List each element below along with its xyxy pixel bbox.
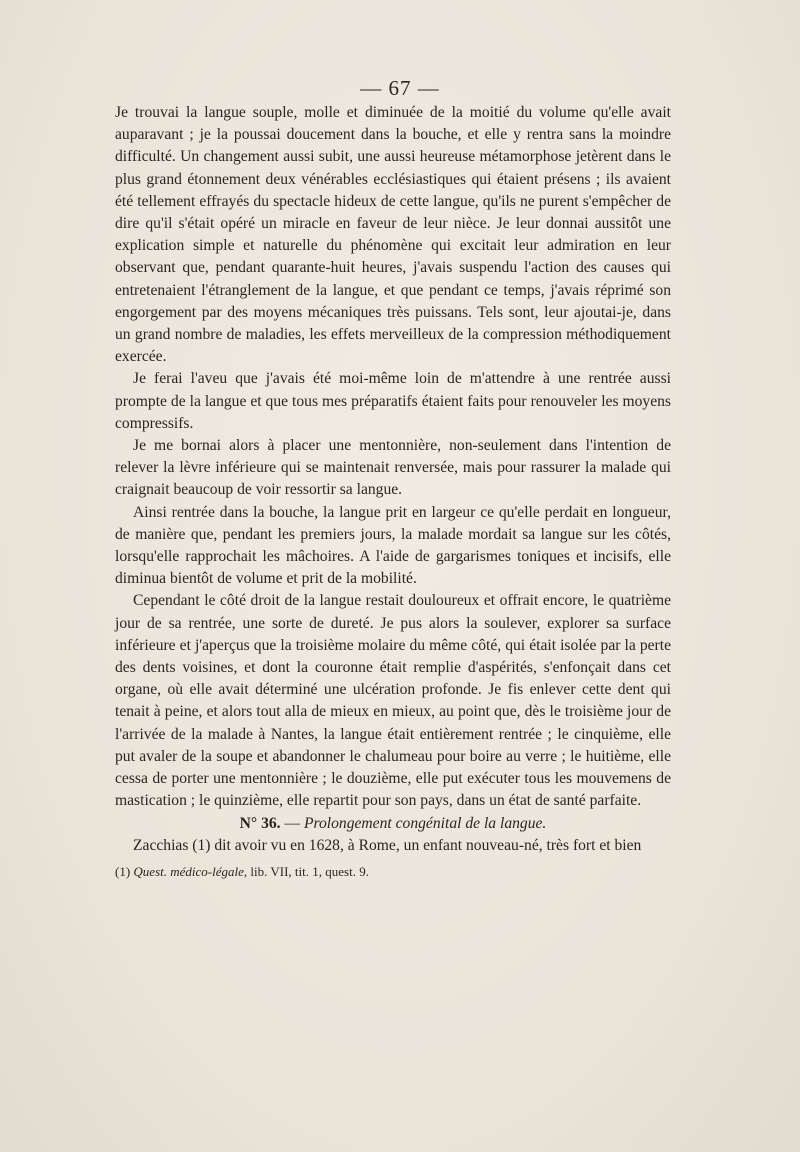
section-dash: —	[280, 814, 304, 832]
paragraph-2: Je ferai l'aveu que j'avais été moi-même loin de m'attendre à une rentrée aussi prompte de la langue et que tous mes préparatifs étaient faits pour renouveler les moyens compressifs.	[115, 370, 671, 432]
section-heading	[115, 813, 671, 835]
footnote	[115, 863, 671, 881]
section-title: Prolongement congénital de la langue.	[303, 814, 547, 832]
paragraph-5: Cependant le côté droit de la langue restait douloureux et offrait encore, le quatrième jour de sa rentrée, une sorte de dureté. Je pus alors la soulever, explorer sa surface inférieure et j'aperçus que la troisième molaire du même côté, qui était isolée par la perte des dents voisines, et dont la couronne était remplie d'aspérités, s'enfonçait dans cet organe, où elle avait déterminé une ulcération profonde. Je fis enlever cette dent qui tenait à peine, et alors tout alla de mieux en mieux, au point que, dès le troisième jour de l'arrivée de la malade à Nantes, la langue était entièrement rentrée ; le cinquième, elle put avaler de la soupe et abandonner le chalumeau pour boire au verre ; le huitième, elle cessa de porter une mentonnière ; le douzième, elle put exécuter tous les mouvemens de mastication ; le quinzième, elle repartit pour son pays, dans un état de santé parfaite.	[115, 592, 671, 810]
footnote-rest: , lib. VII, tit. 1, quest. 9.	[243, 863, 369, 879]
paragraph-1: Je trouvai la langue souple, molle et diminuée de la moitié du volume qu'elle avait auparavant ; je la poussai doucement dans la bouche, et elle y rentra sans la moindre difficulté. Un changement aussi subit, une aussi heureuse métamorphose jetèrent dans le plus grand étonnement deux vénérables ecclésiastiques qui étaient présens ; ils avaient été tellement effrayés du spectacle hideux de cette langue, qu'ils ne purent s'empêcher de dire qu'il s'était opéré un miracle en faveur de leur nièce. Je leur donnai aussitôt une explication simple et naturelle du phénomène qui excitait leur admiration en leur observant que, pendant quarante-huit heures, j'avais suspendu l'action des causes qui entretenaient l'étranglement de la langue, et que pendant ce temps, j'avais réprimé son engorgement par des moyens mécaniques très puissans. Tels sont, leur ajoutai-je, dans un grand nombre de maladies, les effets merveilleux de la compression méthodiquement exercée.	[115, 104, 671, 366]
paragraph-3: Je me bornai alors à placer une mentonnière, non-seulement dans l'intention de relever la lèvre inférieure qui se maintenait renversée, mais pour rassurer la malade qui craignait beaucoup de voir ressortir sa langue.	[115, 437, 671, 499]
paragraph-4: Ainsi rentrée dans la bouche, la langue prit en largeur ce qu'elle perdait en longueur, de manière que, pendant les premiers jours, la malade mordait sa langue sur les côtés, lorsqu'elle rapprochait les mâchoires. A l'aide de gargarismes toniques et incisifs, elle diminua bientôt de volume et prit de la mobilité.	[115, 503, 671, 588]
page-number: — 67 —	[360, 76, 440, 100]
footnote-marker: (1)	[115, 863, 134, 879]
section-number: N° 36.	[239, 814, 281, 832]
body-text	[115, 102, 671, 881]
footnote-italic: Quest. médico-légale	[133, 863, 244, 879]
paragraph-6: Zacchias (1) dit avoir vu en 1628, à Rome, un enfant nouveau-né, très fort et bien	[133, 836, 642, 854]
